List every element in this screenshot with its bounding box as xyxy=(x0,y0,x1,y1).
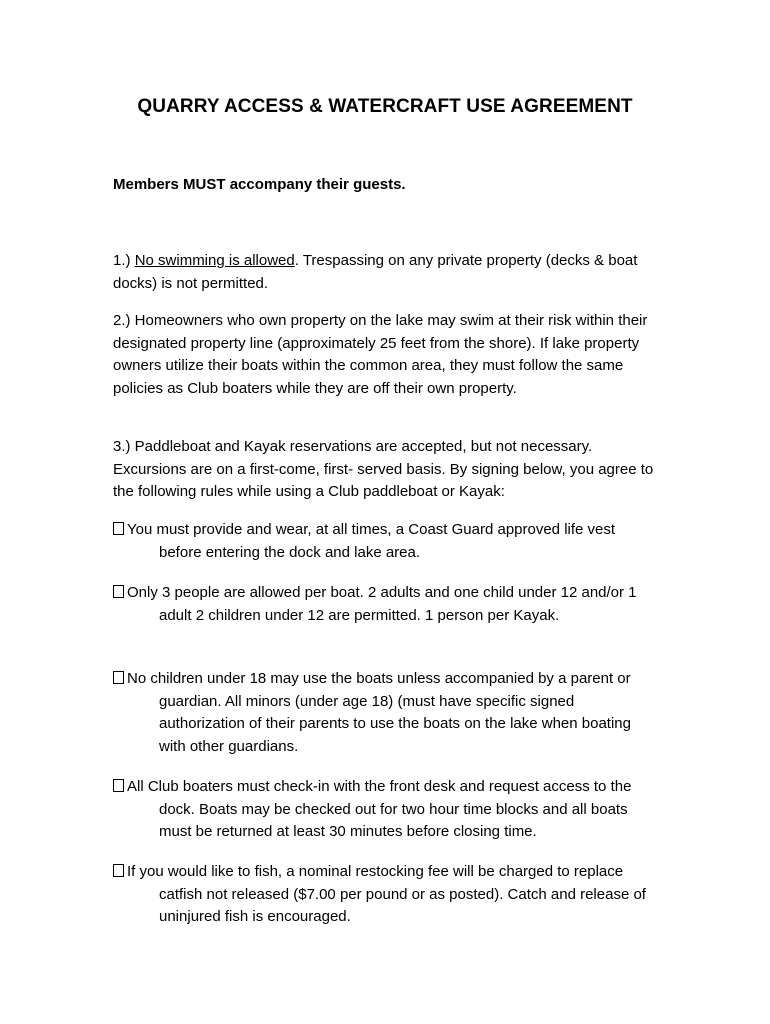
bullet-item-4 xyxy=(113,776,658,844)
bullet-item-1 xyxy=(113,519,658,564)
bullet-text: You must provide and wear, at all times, a Coast Guard approved life vest before entering the dock and lake area. xyxy=(127,521,616,561)
checkbox-icon xyxy=(113,864,124,877)
document-title: QUARRY ACCESS & WATERCRAFT USE AGREEMENT xyxy=(137,96,633,117)
rule-1-number: 1.) xyxy=(113,252,135,269)
rule-1-underlined: No swimming is allowed xyxy=(134,252,295,269)
bullet-text: All Club boaters must check-in with the front desk and request access to the dock. Boats may be checked out for two hour time blocks and all boats must be returned at least 30 minutes before closing time. xyxy=(127,778,632,840)
bullet-item-2 xyxy=(113,582,658,627)
intro-statement: Members MUST accompany their guests. xyxy=(113,176,406,193)
bullet-item-5 xyxy=(113,861,658,929)
rule-2: 2.) Homeowners who own property on the lake may swim at their risk within their designated property line (approximately 25 feet from the shore). If lake property owners utilize their boats within the common area, they must follow the same policies as Club boaters while they are off their own property. xyxy=(113,312,648,397)
checkbox-icon xyxy=(113,779,124,792)
checkbox-icon xyxy=(113,671,124,684)
rule-1-text: . Trespassing on any private property (decks & boat docks) is not permitted. xyxy=(113,252,638,292)
checkbox-icon xyxy=(113,585,124,598)
rule-1 xyxy=(113,250,658,295)
bullet-text: No children under 18 may use the boats unless accompanied by a parent or guardian. All minors (under age 18) (must have specific signed authorization of their parents to use the boats on the lake when boating with other guardians. xyxy=(127,670,631,755)
bullet-text: Only 3 people are allowed per boat. 2 adults and one child under 12 and/or 1 adult 2 children under 12 are permitted. 1 person per Kayak. xyxy=(127,584,637,624)
rule-3: 3.) Paddleboat and Kayak reservations are accepted, but not necessary. Excursions are on a first-come, first- served basis. By signing below, you agree to the following rules while using a Club paddleboat or Kayak: xyxy=(113,438,654,500)
bullet-text: If you would like to fish, a nominal restocking fee will be charged to replace catfish not released ($7.00 per pound or as posted). Catch and release of uninjured fish is encouraged. xyxy=(127,863,646,925)
bullet-item-3 xyxy=(113,668,658,758)
checkbox-icon xyxy=(113,522,124,535)
